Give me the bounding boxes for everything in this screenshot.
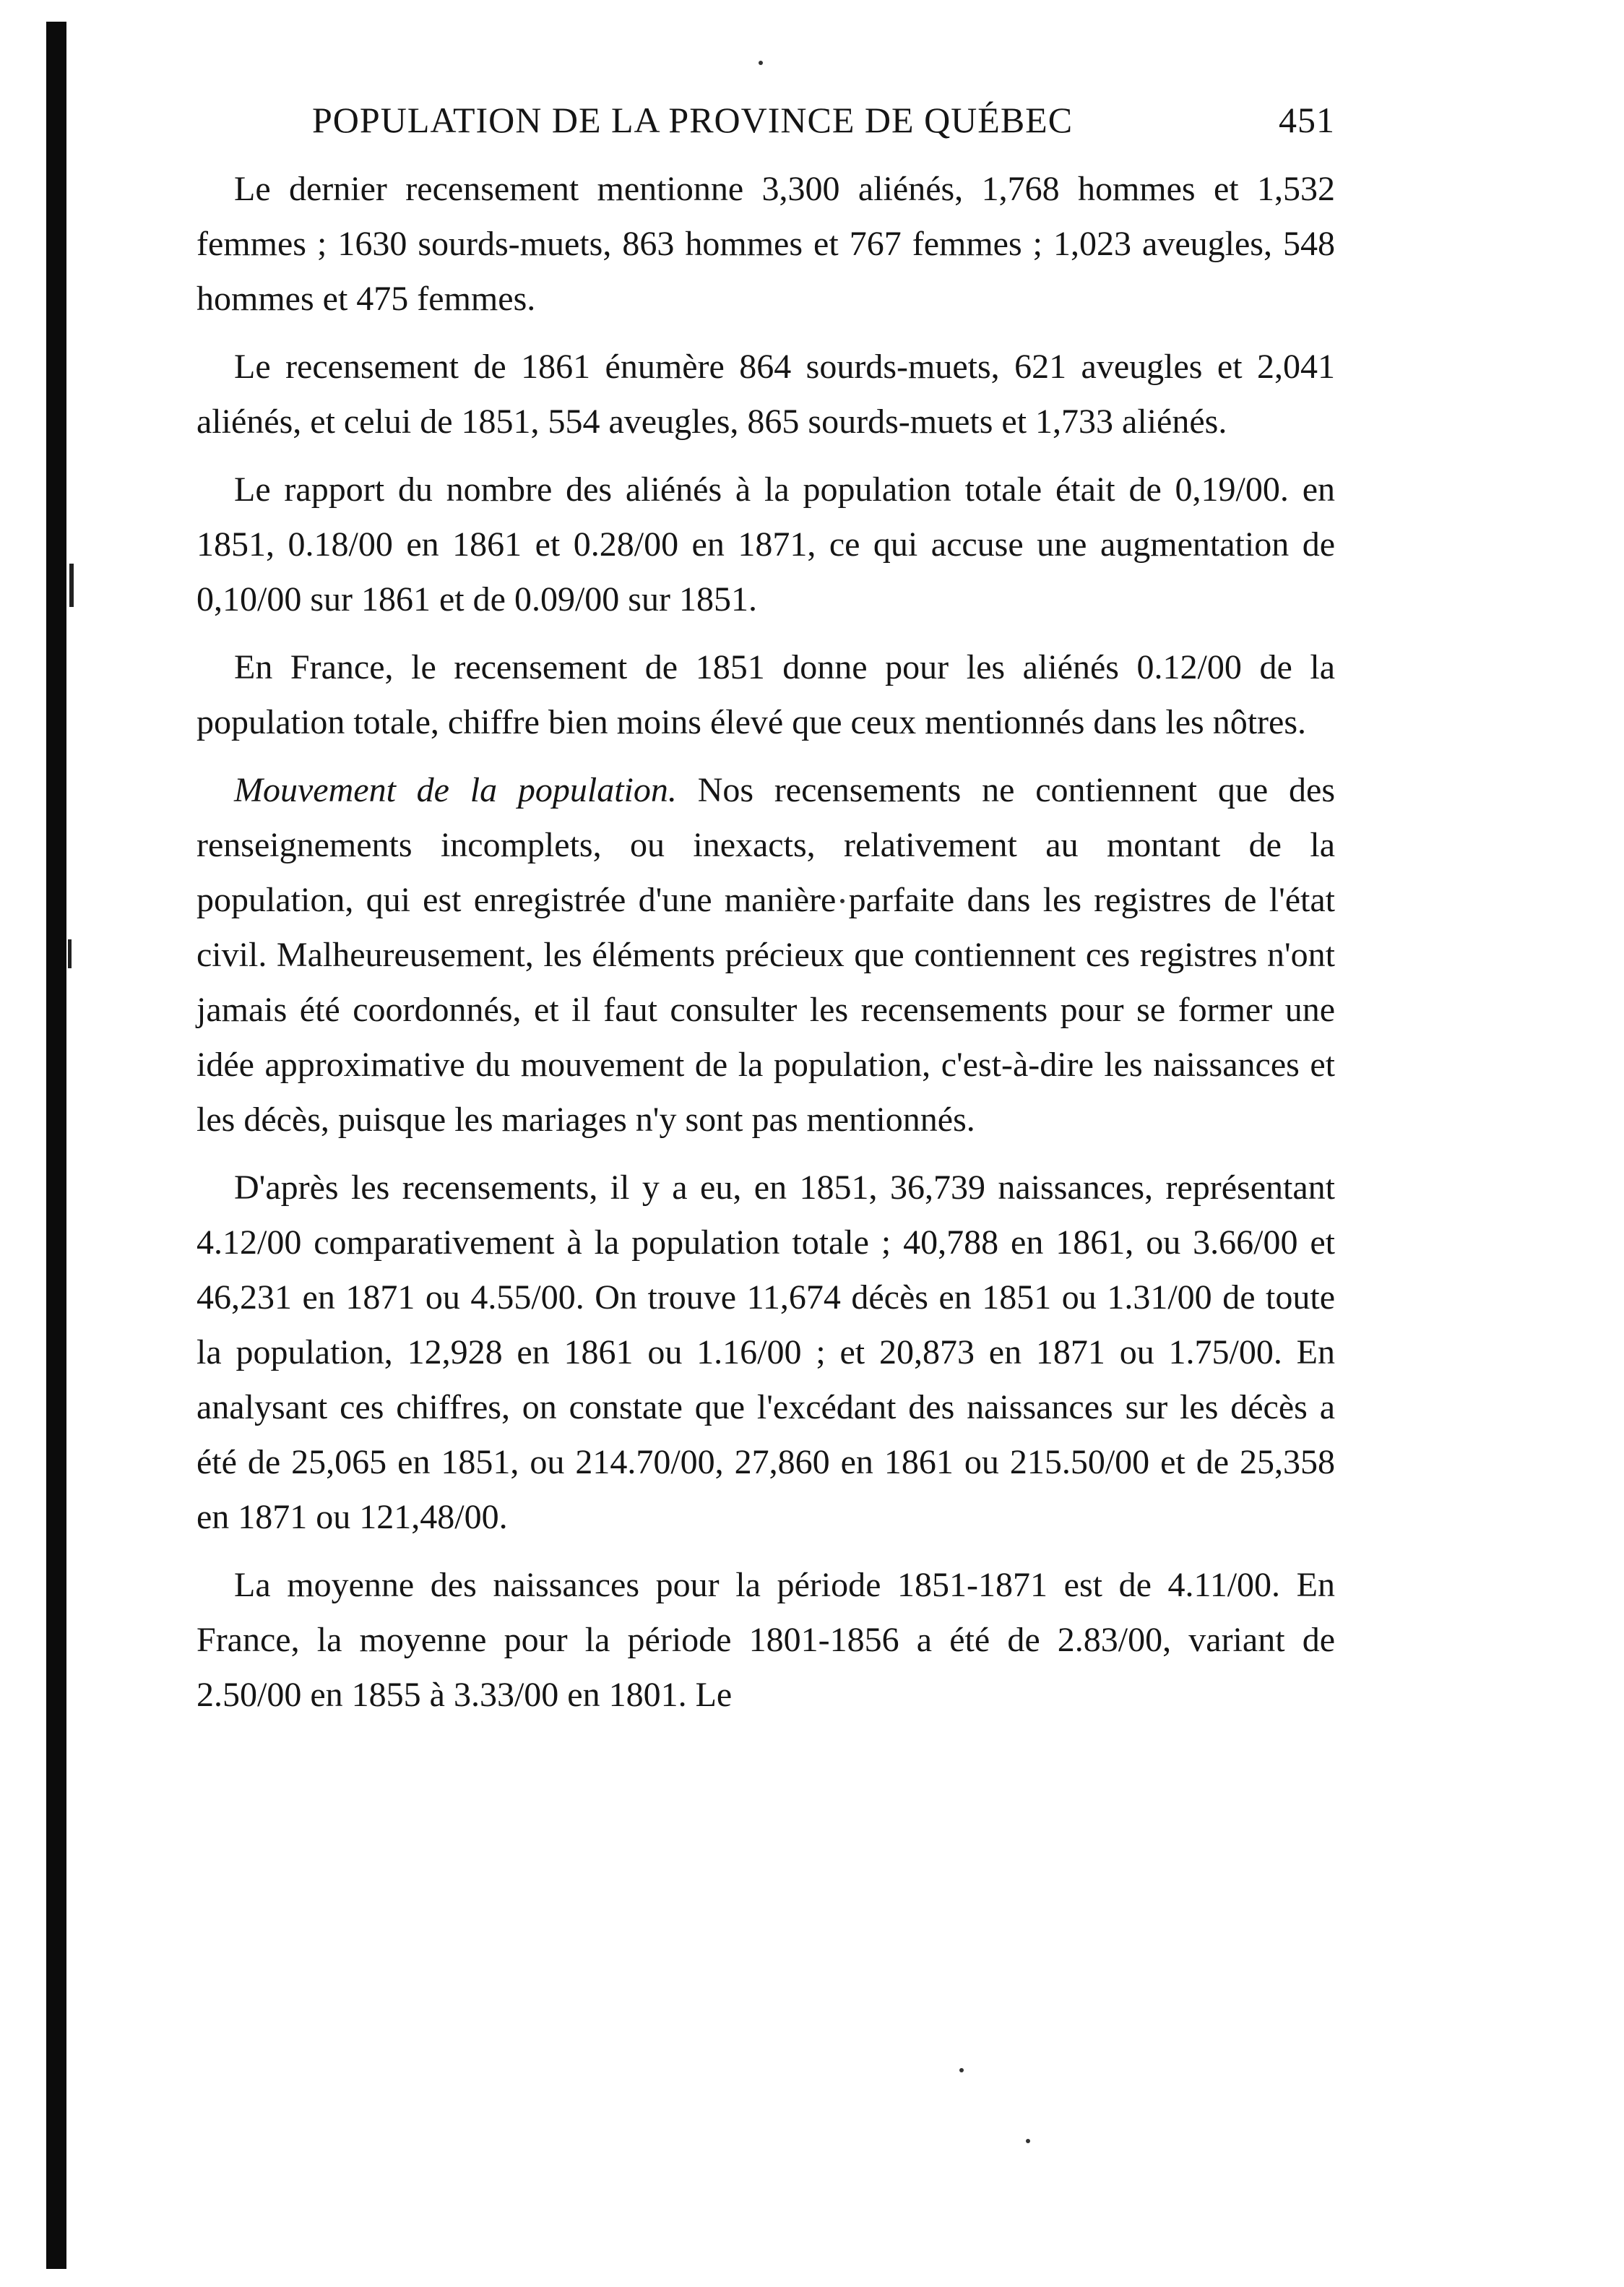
- paragraph-text: En France, le recensement de 1851 donne pour les aliénés 0.12/00 de la population totale, chiffre bien moins élevé que ceux mentionnés dans les nôtres.: [196, 648, 1335, 741]
- paragraph-text: Nos recensements ne contiennent que des renseignements incomplets, ou inexacts, relativement au montant de la population, qui est enregistrée d'une manière parfaite dans les registres de l'état civil. Malheureusement, les éléments précieux que contiennent ces registres n'ont jamais été coordonnés, et il faut consulter les recensements pour se former une idée approximative du mouvement de la population, c'est-à-dire les naissances et les décès, puisque les mariages n'y sont pas mentionnés.: [196, 771, 1336, 1139]
- paragraph-text: Le recensement de 1861 énumère 864 sourds-muets, 621 aveugles et 2,041 aliénés, et celui de 1851, 554 aveugles, 865 sourds-muets et 1,733 aliénés.: [196, 348, 1335, 441]
- running-head: [196, 87, 1335, 153]
- ink-speck: [1026, 2139, 1030, 2143]
- paragraph: [196, 162, 1335, 327]
- binding-speck: [68, 939, 72, 968]
- paragraph: [196, 763, 1335, 1147]
- paragraph-text: La moyenne des naissances pour la période 1851-1871 est de 4.11/00. En France, la moyenne pour la période 1801-1856 a été de 2.83/00, variant de 2.50/00 en 1855 à 3.33/00 en 1801. Le: [196, 1566, 1335, 1714]
- book-page: [196, 87, 1335, 1736]
- ink-speck: [959, 2068, 964, 2072]
- paragraph: [196, 1558, 1335, 1723]
- binding-edge: [46, 22, 66, 2269]
- running-title: POPULATION DE LA PROVINCE DE QUÉBEC: [312, 100, 1074, 140]
- ink-speck: [759, 61, 763, 65]
- page-number: 451: [1279, 100, 1335, 140]
- paragraph: [196, 640, 1335, 750]
- paragraph-text: Le dernier recensement mentionne 3,300 aliénés, 1,768 hommes et 1,532 femmes ; 1630 sourds-muets, 863 hommes et 767 femmes ; 1,023 aveugles, 548 hommes et 475 femmes.: [196, 170, 1335, 318]
- body-text: [196, 162, 1335, 1723]
- paragraph: [196, 462, 1335, 627]
- section-heading: Mouvement de la population.: [234, 771, 677, 809]
- paragraph-text: Le rapport du nombre des aliénés à la population totale était de 0,19/00. en 1851, 0.18/00 en 1861 et 0.28/00 en 1871, ce qui accuse une augmentation de 0,10/00 sur 1861 et de 0.09/00 sur 1851.: [196, 470, 1335, 619]
- binding-speck: [69, 564, 74, 607]
- paragraph-text: D'après les recensements, il y a eu, en 1851, 36,739 naissances, représentant 4.12/00 comparativement à la population totale ; 40,788 en 1861, ou 3.66/00 et 46,231 en 1871 ou 4.55/00. On trouve 11,674 décès en 1851 ou 1.31/00 de toute la population, 12,928 en 1861 ou 1.16/00 ; et 20,873 en 1871 ou 1.75/00. En analysant ces chiffres, on constate que l'excédant des naissances sur les décès a été de 25,065 en 1851, ou 214.70/00, 27,860 en 1861 ou 215.50/00 et de 25,358 en 1871 ou 121,48/00.: [196, 1168, 1335, 1536]
- paragraph: [196, 340, 1335, 449]
- paragraph: [196, 1160, 1335, 1545]
